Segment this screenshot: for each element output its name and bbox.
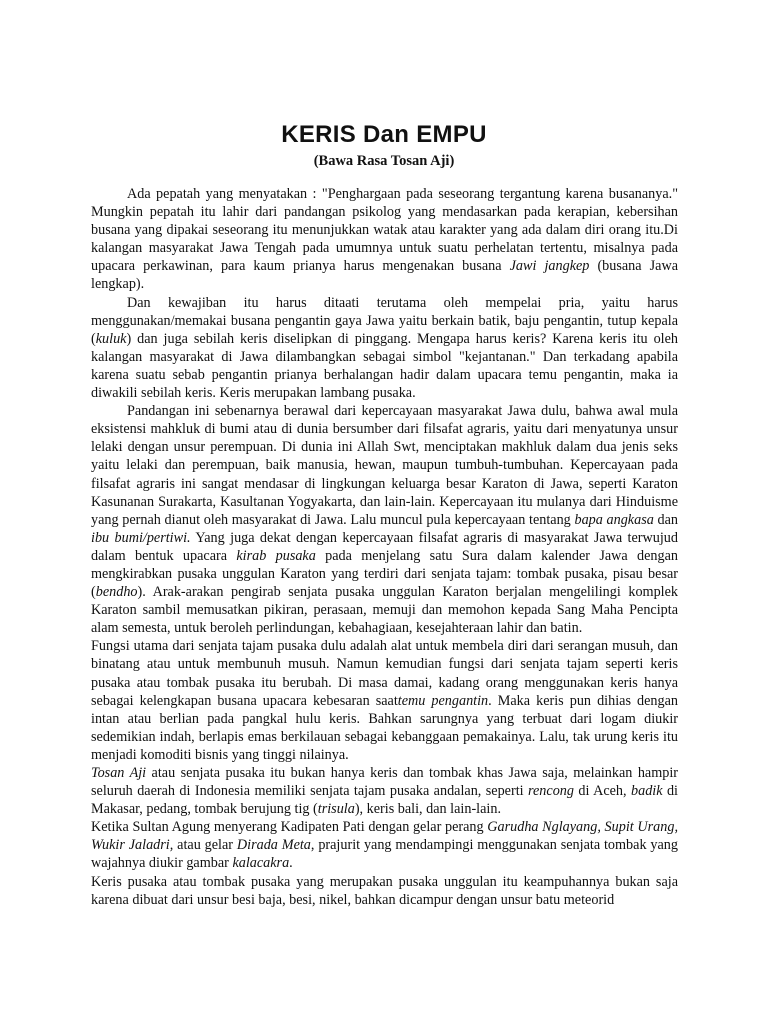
body-paragraph	[91, 294, 678, 403]
italic-term: Jawi jangkep	[509, 258, 590, 275]
paragraph-text: ) dan juga sebilah keris diselipkan di pinggang. Mengapa harus keris? Karena keris itu oleh kalangan masyarakat di Jawa dilambangkan sebagai simbol "kejantanan." Dan terkadang apabila karena suatu sebab pengantin prianya berhalangan hadir dalam upacara temu pengantin, maka ia diwakili sebilah keris. Keris merupakan lambang pusaka.	[91, 330, 678, 402]
paragraph-text: Pandangan ini sebenarnya berawal dari kepercayaan masyarakat Jawa dulu, bahwa awal mula eksistensi mahkluk di bumi atau di dunia bersumber dari filsafat agraris, yaitu dari menyatunya unsur lelaki dengan unsur perempuan. Di dunia ini Allah Swt, menciptakan makhluk dalam dua jenis seks yaitu lelaki dan perempuan, baik manusia, hewan, maupun tumbuh-tumbuhan. Kepercayaan pada filsafat agraris ini sangat mendasar di lingkungan keluarga besar Karaton di Jawa, seperti Karaton Kasunanan Surakarta, Kasultanan Yogyakarta, dan lain-lain. Kepercayaan itu mulanya dari Hinduisme yang pernah dianut oleh masyarakat di Jawa. Lalu muncul pula kepercayaan tentang	[91, 403, 678, 528]
document-body	[91, 185, 678, 909]
paragraph-text: atau gelar	[173, 837, 237, 854]
body-paragraph	[91, 873, 678, 909]
italic-term: kirab pusaka	[236, 547, 316, 564]
body-paragraph	[91, 818, 678, 872]
paragraph-text: di Makasar, pedang, tombak berujung tig (	[91, 783, 678, 818]
paragraph-text: ). Arak-arakan pengirab senjata pusaka unggulan Karaton berjalan mengelilingi komplek Karaton sambil memusatkan pikiran, perasaan, memuji dan memohon kepada Sang Maha Pencipta alam semesta, untuk beroleh perlindungan, kebahagiaan, kesejahteraan lahir dan batin.	[91, 584, 678, 637]
paragraph-text: Fungsi utama dari senjata tajam pusaka dulu adalah alat untuk membela diri dari serangan musuh, dan binatang atau untuk membunuh musuh. Namun kemudian fungsi dari senjata tajam seperti keris pusaka atau tombak pusaka itu berubah. Di masa damai, kadang orang menggunakan keris hanya sebagai kelengkapan busana upacara kebesaran saat	[91, 638, 678, 709]
body-paragraph	[91, 637, 678, 764]
paragraph-text: (busana Jawa lengkap).	[91, 258, 678, 293]
paragraph-text: , prajurit yang mendampingi menggunakan senjata tombak yang wajahnya diukir gambar	[91, 837, 678, 872]
italic-term: rencong	[528, 783, 574, 800]
paragraph-text: Yang juga dekat dengan kepercayaan filsafat agraris di masyarakat Jawa terwujud dalam bentuk upacara	[91, 529, 678, 564]
paragraph-text: Keris pusaka atau tombak pusaka yang merupakan pusaka unggulan itu keampuhannya bukan saja karena dibuat dari unsur besi baja, besi, nikel, bahkan dicampur dengan unsur batu meteorid	[91, 873, 678, 908]
italic-term: badik	[631, 783, 663, 800]
body-paragraph	[91, 764, 678, 818]
italic-term: kuluk	[95, 330, 127, 347]
italic-term: bapa angkasa	[574, 511, 654, 528]
paragraph-text: atau senjata pusaka itu bukan hanya keris dan tombak khas Jawa saja, melainkan hampir seluruh daerah di Indonesia memiliki senjata tajam pusaka andalan, seperti	[91, 765, 678, 800]
italic-term: ibu bumi/pertiwi.	[91, 529, 191, 546]
paragraph-text: . Maka keris pun dihias dengan intan atau berlian pada pangkal hulu keris. Bahkan sarungnya yang terbuat dari logam diukir sedemikian indah, berlapis emas berkilauan sebagai kebanggaan pemakainya. Lalu, tak urung keris itu menjadi komoditi bisnis yang tinggi nilainya.	[91, 692, 678, 763]
paragraph-text: .	[289, 855, 293, 872]
italic-term: Dirada Meta	[236, 837, 311, 854]
italic-term: bendho	[95, 584, 138, 601]
paragraph-text: pada menjelang satu Sura dalam kalender Jawa dengan mengkirabkan pusaka unggulan Karaton yang terdiri dari senjata tajam: tombak pusaka, pisau besar (	[91, 547, 678, 601]
body-paragraph	[91, 185, 678, 294]
document-title: KERIS Dan EMPU	[281, 121, 487, 148]
paragraph-text: ), keris bali, dan lain-lain.	[354, 801, 501, 818]
paragraph-text: dan	[653, 511, 678, 528]
document-subtitle: (Bawa Rasa Tosan Aji)	[313, 153, 455, 169]
italic-term: Tosan Aji	[91, 765, 147, 781]
italic-term: trisula	[317, 801, 355, 818]
italic-term: temu pengantin	[397, 692, 489, 709]
paragraph-text: Ada pepatah yang menyatakan : "Penghargaan pada seseorang tergantung karena busananya." Mungkin pepatah itu lahir dari pandangan psikolog yang mendasarkan pada kerapian, kebersihan busana yang dipakai seseorang itu menunjukkan watak atau karakter yang ada dalam diri orang itu.Di kalangan masyarakat Jawa Tengah pada umumnya untuk suatu perhelatan tertentu, misalnya pada upacara perkawinan, para kaum prianya harus mengenakan busana	[91, 186, 678, 275]
paragraph-text: Dan kewajiban itu harus ditaati terutama oleh mempelai pria, yaitu harus menggunakan/memakai busana pengantin gaya Jawa yaitu berkain batik, baju pengantin, tutup kepala (	[91, 294, 678, 347]
body-paragraph	[91, 402, 678, 637]
italic-term: kalacakra	[232, 855, 290, 872]
italic-term: Garudha Nglayang, Supit Urang, Wukir Jaladri,	[91, 819, 678, 854]
paragraph-text: di Aceh,	[573, 783, 631, 800]
paragraph-text: Ketika Sultan Agung menyerang Kadipaten Pati dengan gelar perang	[91, 819, 488, 836]
